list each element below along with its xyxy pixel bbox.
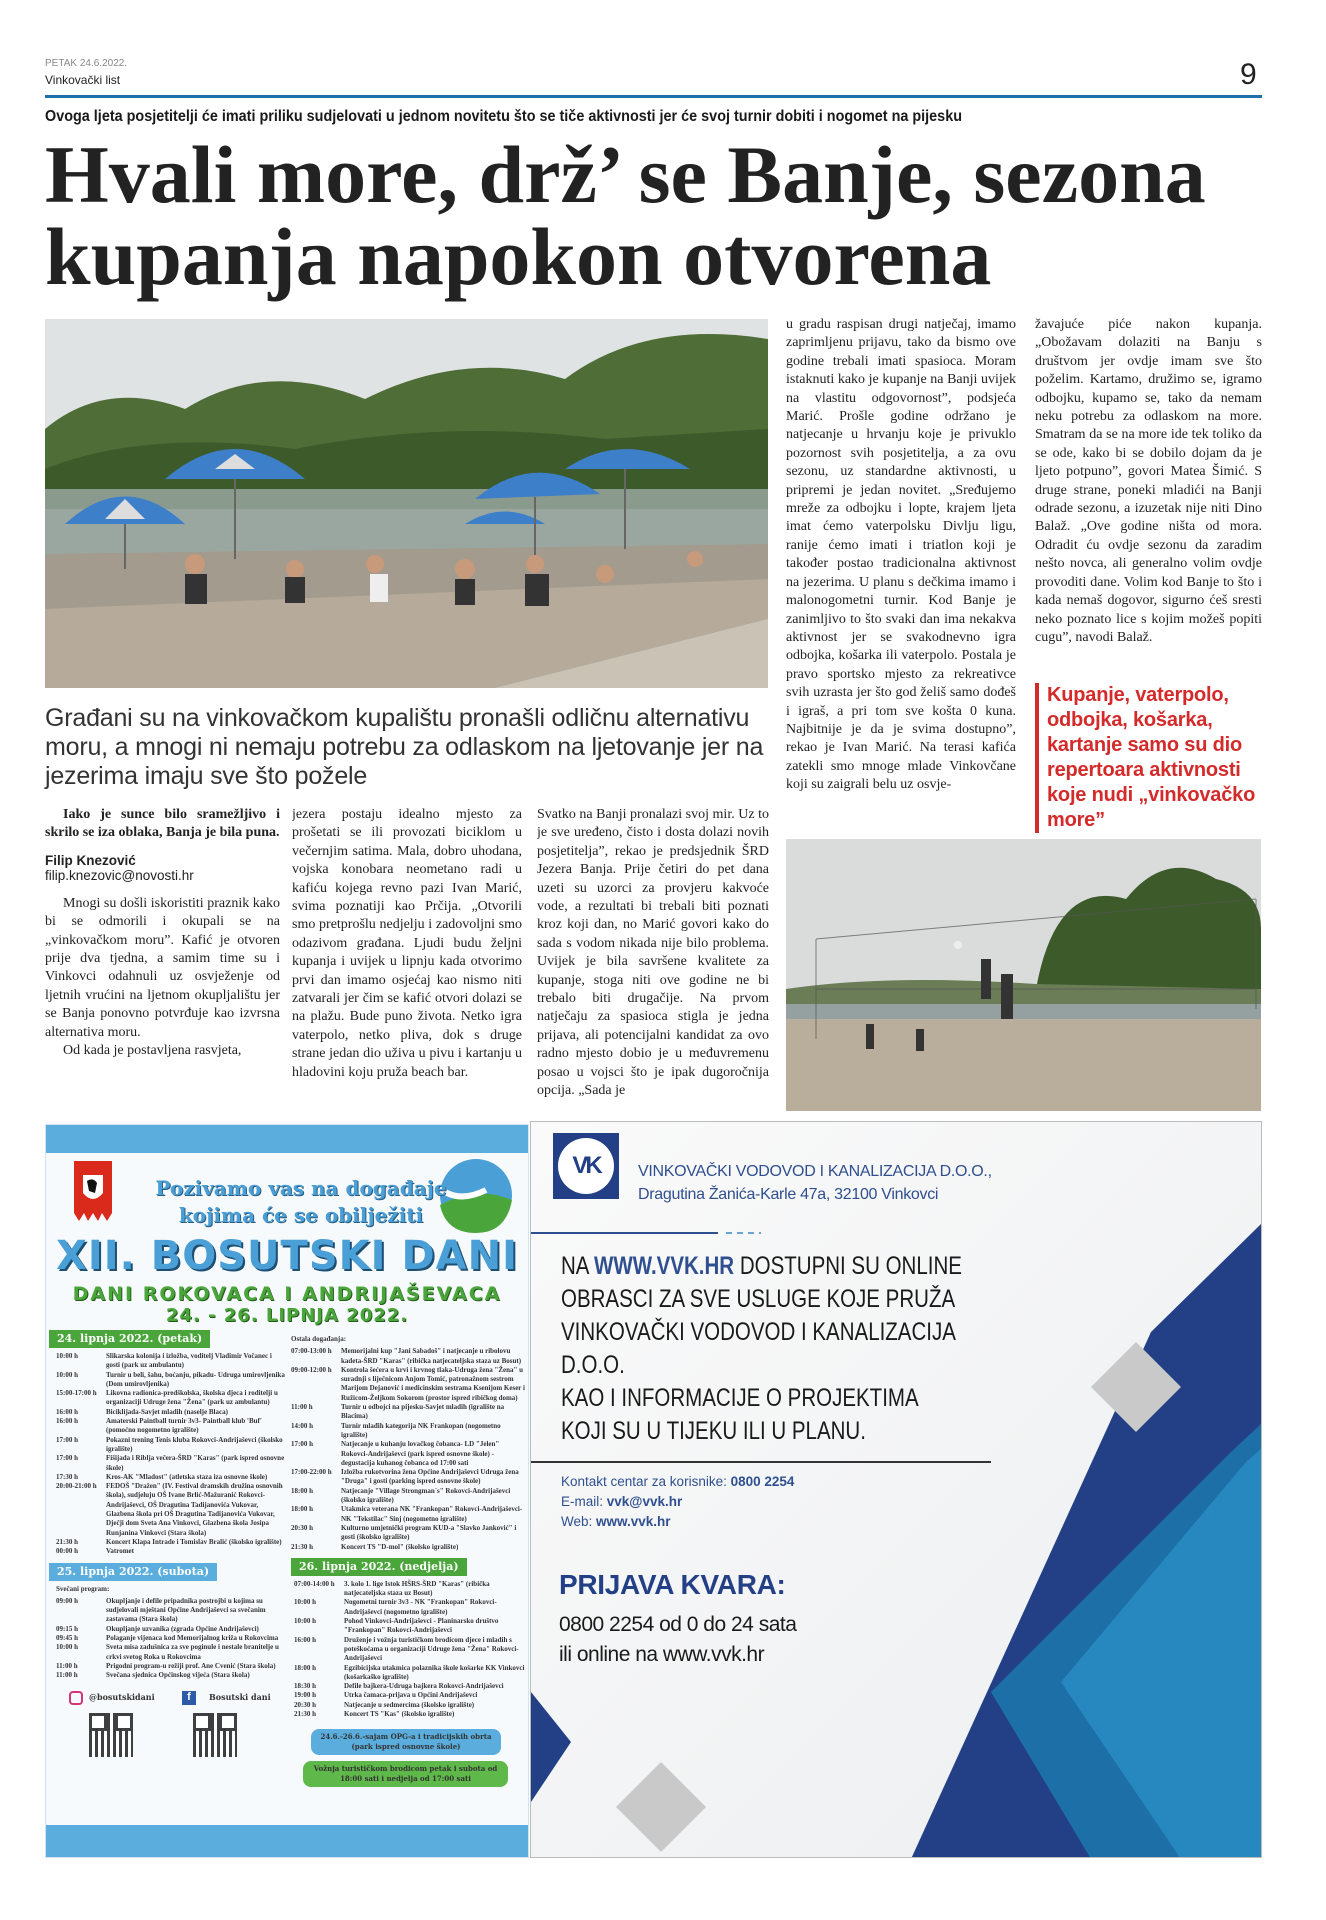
- schedule-event: Pohod Vinkovci-Andrijaševci - Planinarsko društvo "Frankopan" Rokovci-Andrijaševci: [344, 1617, 499, 1635]
- schedule-row: [291, 1347, 526, 1366]
- schedule-time: 10:00 h: [294, 1617, 316, 1626]
- schedule-event: Egzibicijska utakmica polaznika škole košarke KK Vinkovci (košarkaško igralište): [344, 1663, 525, 1681]
- paragraph: Svatko na Banji pronalazi svoj mir. Uz to je sve uređeno, čisto i dosta dolazi novih posjetitelja”, rekao je predsjednik ŠRD Jezera Banja. Prije četiri do pet dana uzeti su uzorci za provjeru kakvoće vode, a rezultati bi trebali biti poznati kroz koji dan, no Marić govori kako do sada s vodom nikada nije bilo problema. Uvijek je bila savršene kvalitete za kupanje, stoga niti ove godine ne bi trebalo biti drugačije. Na prvom natječaju za spasioca stigla je jedna prijava, ali potencijalni kandidat za ovo radno mjesto dobio je u međuvremenu posao u vojsci što je ipak dugoročnija opcija. „Sada je: [537, 807, 769, 1099]
- schedule-event: Amaterski Paintball turnir 3v3- Paintball klub 'Buf' (pomoćno nogometno igralište): [106, 1417, 262, 1435]
- event-title: XII. BOSUTSKI DANI: [56, 1233, 518, 1279]
- schedule-time: 20:00-21:00 h: [56, 1482, 97, 1491]
- schedule-event: Nogometni turnir 3v3 - NK "Frankopan" Rokovci-Andrijaševci (nogometno igralište): [344, 1598, 497, 1616]
- facebook-icon[interactable]: f: [182, 1691, 196, 1705]
- message-text-2: KAO I INFORMACIJE O PROJEKTIMA KOJI SU U TIJEKU ILI U PLANU.: [561, 1384, 918, 1445]
- boat-banner: Vožnja turističkom brodicom petak i subota od 18:00 sati i nedjelja od 17:00 sati: [303, 1761, 508, 1787]
- schedule-row: [291, 1487, 526, 1506]
- message-text: NA: [561, 1252, 595, 1280]
- instagram-qr-code[interactable]: [89, 1713, 133, 1757]
- schedule-time: 00:00 h: [56, 1547, 78, 1556]
- schedule-row: [291, 1505, 526, 1524]
- schedule-time: 11:00 h: [56, 1671, 78, 1680]
- schedule-event: Polaganje vijenaca kod Memorijalnog križa u Rokovcima: [106, 1634, 279, 1643]
- facebook-qr-code[interactable]: [193, 1713, 237, 1757]
- schedule-time: 09:00 h: [56, 1596, 78, 1605]
- schedule-time: 20:30 h: [291, 1523, 313, 1532]
- schedule-event: Turnir mlađih kategorija NK Frankopan (nogometno igralište): [341, 1421, 501, 1439]
- article-kicker: Ovoga ljeta posjetitelji će imati priliku sudjelovati u jednom novitetu što se tiče aktivnosti jer će svoj turnir dobiti i nogomet na pijesku: [45, 108, 963, 125]
- schedule-time: 16:00 h: [294, 1635, 316, 1644]
- ad-top-band: [46, 1125, 528, 1153]
- schedule-row: [56, 1482, 287, 1538]
- schedule-row: [291, 1468, 526, 1487]
- facebook-page[interactable]: Bosutski dani: [209, 1691, 271, 1702]
- schedule-row: [294, 1691, 526, 1700]
- schedule-event: Okupljanje i defile pripadnika postrojbi u kojima su sudjelovali mještani Općine Andrijaševci sa svečanim zastavama (Stara škola): [106, 1596, 266, 1624]
- schedule-event: Koncert Klapa Intrade i Tomislav Bralić (školsko igralište): [106, 1537, 282, 1546]
- schedule-time: 09:00-12:00 h: [291, 1365, 332, 1374]
- schedule-time: 18:00 h: [294, 1663, 316, 1672]
- schedule-event: 3. kolo 1. lige Istok HŠRS-ŠRD "Karas" (ribička natjecateljska staza uz Bosut): [344, 1579, 490, 1598]
- schedule-time: 19:00 h: [294, 1691, 316, 1700]
- schedule-time: 18:00 h: [291, 1505, 313, 1514]
- ad-main-message: [561, 1250, 963, 1448]
- schedule-event: Kontrola šećera u krvi i krvnog tlaka-Udruga žena "Žena" u suradnji s liječnicom Anjom Tomić, patronažnom sestrom Marijom Dejanović i medicinskim sestrama Ksenijom Keser i Ružicom-Željkom Sokorom (prostor ispred ribičkog doma): [341, 1365, 525, 1402]
- schedule-event: Likovna radionica-predškolska, školska djeca i roditelji u organizaciji Udruge žena "Žena" (park uz ambulantu): [106, 1389, 278, 1407]
- instagram-handle[interactable]: @bosutskidani: [89, 1691, 155, 1702]
- contact-email[interactable]: vvk@vvk.hr: [606, 1494, 683, 1509]
- fault-report-title: PRIJAVA KVARA:: [559, 1569, 786, 1600]
- schedule-row: [56, 1408, 287, 1417]
- schedule-row: [294, 1664, 526, 1683]
- beach-photo: [45, 319, 768, 688]
- schedule-event: Prigodni program-u režiji prof. Ane Cvenić (Stara škola): [106, 1661, 276, 1670]
- schedule-time: 17:30 h: [56, 1472, 78, 1481]
- article-column-4: [786, 316, 1016, 834]
- schedule-time: 21:30 h: [294, 1709, 316, 1718]
- event-dates: 24. - 26. LIPNJA 2022.: [165, 1305, 409, 1326]
- schedule-row: [294, 1682, 526, 1691]
- schedule-row: [56, 1625, 287, 1634]
- schedule-friday: [49, 1352, 287, 1557]
- schedule-other-events: [291, 1335, 526, 1552]
- schedule-event: Natjecanje u sedmercima (školsko igralište): [344, 1700, 475, 1709]
- article-column-3: [537, 806, 769, 1120]
- schedule-row: [294, 1598, 526, 1617]
- schedule-row: [294, 1617, 526, 1636]
- schedule-event: Biciklijada-Savjet mladih (naselje Blaca): [106, 1407, 228, 1416]
- article-column-5: [1035, 316, 1262, 678]
- newspaper-name: Vinkovački list: [45, 73, 121, 87]
- schedule-row: [56, 1597, 287, 1625]
- bosutski-dani-ad: [45, 1124, 529, 1858]
- schedule-time: 14:00 h: [291, 1421, 313, 1430]
- paragraph: Od kada je postavljena rasvjeta,: [63, 1043, 242, 1059]
- schedule-row: [56, 1473, 287, 1482]
- contact-phone[interactable]: 0800 2254: [730, 1474, 795, 1489]
- schedule-time: 11:00 h: [291, 1403, 313, 1412]
- schedule-row: [56, 1389, 287, 1408]
- schedule-event: Izložba rukotvorina žena Općine Andrijaševci Udruga žena "Druga" i gosti (parking ispred osnovne škole): [341, 1468, 519, 1486]
- schedule-time: 09:45 h: [56, 1634, 78, 1643]
- schedule-row: [56, 1547, 287, 1556]
- schedule-time: 18:00 h: [291, 1486, 313, 1495]
- schedule-row: [294, 1580, 526, 1599]
- schedule-row: [56, 1436, 287, 1455]
- social-links: [49, 1687, 279, 1777]
- company-address: Dragutina Žanića-Karle 47a, 32100 Vinkovci: [638, 1186, 939, 1203]
- schedule-row: [291, 1403, 526, 1422]
- fault-report-online: ili online na www.vvk.hr: [559, 1643, 765, 1666]
- schedule-row: [294, 1701, 526, 1710]
- schedule-row: [56, 1643, 287, 1662]
- schedule-time: 21:30 h: [291, 1542, 313, 1551]
- schedule-event: Sveta misa zadušnica za sve poginule i nestale branitelje u crkvi svetog Roka u Rokovcima: [106, 1643, 279, 1661]
- schedule-row: [56, 1671, 287, 1680]
- schedule-event: Fišijada i Riblja večera-ŠRD "Karas" (park ispred osnovne škole): [106, 1454, 285, 1472]
- schedule-time: 10:00 h: [56, 1352, 78, 1360]
- article-subheading: Građani su na vinkovačkom kupalištu pronašli odličnu alternativu moru, a mnogi ni nemaju potrebu za odlaskom na ljetovanje jer na jezerima imaju sve što požele: [45, 704, 764, 790]
- article-lead: Iako je sunce bilo sramežljivo i skrilo se iza oblaka, Banja je bila puna.: [45, 807, 280, 841]
- schedule-time: 16:00 h: [56, 1417, 78, 1426]
- schedule-event: Kros-AK "Mladost" (atletska staza iza osnovne škole): [106, 1472, 268, 1481]
- schedule-time: 07:00-14:00 h: [294, 1579, 335, 1588]
- schedule-row: [56, 1371, 287, 1390]
- day-header-friday: 24. lipnja 2022. (petak): [49, 1330, 210, 1348]
- schedule-time: 07:00-13:00 h: [291, 1347, 332, 1356]
- schedule-event: Natjecanje "Village Strongman´s" Rokovci-Andrijaševci (školsko igralište): [341, 1486, 511, 1505]
- article-column-2: [292, 806, 522, 1120]
- schedule-event: Defile bajkera-Udruga bajkera Rokovci-Andrijaševci: [344, 1682, 504, 1691]
- schedule-time: 09:15 h: [56, 1624, 78, 1633]
- schedule-row: [294, 1710, 526, 1719]
- event-subtitle: DANI ROKOVACA I ANDRIJAŠEVACA: [72, 1283, 502, 1305]
- schedule-row: [291, 1524, 526, 1543]
- schedule-row: [291, 1422, 526, 1441]
- contact-info: [561, 1472, 794, 1532]
- schedule-right-column: [291, 1335, 526, 1789]
- schedule-time: 10:00 h: [56, 1643, 78, 1652]
- schedule-time: 15:00-17:00 h: [56, 1389, 97, 1398]
- schedule-event: Turnir u odbojci na pijesku-Savjet mladih (igralište na Blacima): [341, 1403, 505, 1421]
- schedule-time: 17:00-22:00 h: [291, 1468, 332, 1477]
- schedule-row: [291, 1440, 526, 1468]
- contact-website[interactable]: www.vvk.hr: [596, 1514, 671, 1529]
- schedule-row: [56, 1634, 287, 1643]
- schedule-event: Okupljanje uzvanika (zgrada Općine Andrijaševci): [106, 1624, 259, 1633]
- ad-invitation: Pozivamo vas na događaje kojima će se obilježiti: [155, 1176, 447, 1227]
- schedule-event: Utrka čamaca-prijava u Općini Andrijaševci: [344, 1691, 478, 1700]
- header-divider: [45, 95, 1262, 98]
- schedule-event: Vatromet: [106, 1547, 134, 1556]
- message-text: DOSTUPNI SU ONLINE OBRASCI ZA SVE USLUGE KOJE PRUŽA VINKOVAČKI VODOVOD I KANALIZACIJA D.O.O.: [561, 1252, 962, 1379]
- paragraph: žavajuće piće nakon kupanja. „Obožavam dolaziti na Banju s društvom jer ovdje imam sve što poželim. Kartamo, družimo se, igramo odbojku, kupamo se, tako da nemam neku potrebu za odlaskom na more. Smatram da se na more ide tek toliko da se ode, kako bi se dobilo dojam da je ljeto potpuno”, govori Matea Šimić. S druge strane, poneki mladići na Banji odrade sezonu, a izuzetak nije niti Dino Balaž. „Ove godine ništa od mora. Odradit ću ovdje sezonu da zaradim nešto novca, ali generalno volim ovdje provoditi dane. Volim kod Banje to što i kada nemaš dogovor, sigurno ćeš sresti neko poznato lice s kojim možeš popiti cugu”, navodi Balaž.: [1035, 317, 1262, 645]
- schedule-row: [56, 1454, 287, 1473]
- schedule-time: 20:30 h: [294, 1700, 316, 1709]
- schedule-sunday: [291, 1580, 526, 1719]
- email-label: E-mail:: [561, 1494, 607, 1509]
- website-link[interactable]: WWW.VVK.HR: [594, 1252, 735, 1280]
- schedule-time: 11:00 h: [56, 1661, 78, 1670]
- schedule-time: 10:00 h: [56, 1370, 78, 1379]
- schedule-row: [56, 1352, 287, 1371]
- article-headline: Hvali more, drž’ se Banje, sezona kupanja napokon otvorena: [45, 129, 1206, 302]
- vvk-ad: [530, 1121, 1262, 1858]
- municipality-crest-icon: [74, 1161, 112, 1233]
- pull-quote: Kupanje, vaterpolo, odbojka, košarka, kartanje samo su dio repertoara aktivnosti koje nudi „vinkovačko more”: [1035, 683, 1267, 833]
- schedule-row: [56, 1662, 287, 1671]
- author-email[interactable]: filip.knezovic@novosti.hr: [45, 867, 194, 883]
- schedule-event: Natjecanje u kuhanju lovačkog čobanca- LD "Jelen" Rokovci-Andrijaševci (park ispred osnovne škole) -degustacija kuhanog čobanca od 17:00 sati: [341, 1440, 500, 1467]
- schedule-time: 17:00 h: [291, 1440, 313, 1449]
- schedule-event: Turnir u beli, šahu, boćanju, pikadu- Udruga umirovljenika (Dom umirovljenika): [106, 1370, 285, 1388]
- issue-date: PETAK 24.6.2022.: [45, 58, 128, 69]
- company-info: [638, 1160, 992, 1206]
- contact-label: Kontakt centar za korisnike:: [561, 1474, 731, 1489]
- schedule-row: [291, 1543, 526, 1552]
- schedule-event: Slikarska kolonija i izložba, voditelj Vladimir Vočanec i gosti (park uz ambulantu): [106, 1352, 272, 1370]
- company-name: VINKOVAČKI VODOVOD I KANALIZACIJA D.O.O.,: [638, 1163, 992, 1180]
- schedule-event: Druženje i vožnja turističkom brodicom djece i mladih s poteškoćama u organizaciji Udruge žena "Žena" Rokovci-Andrijaševci: [344, 1635, 519, 1663]
- schedule-event: Memorijalni kup "Jani Sabadoš" i natjecanje u ribolovu kadeta-ŠRD "Karas" (ribička natjecateljska staza uz Bosut): [341, 1347, 522, 1365]
- schedule-time: 17:00 h: [56, 1435, 78, 1444]
- schedule-event: Koncert TS "Kas" (školsko igralište): [344, 1709, 455, 1718]
- schedule-label: Ostala događanja:: [291, 1335, 347, 1343]
- paragraph: u gradu raspisan drugi natječaj, imamo zaprimljenu prijavu, tako da bismo ove godine trebali imati spasioca. Moram istaknuti kako je kupanje na Banji uvijek na vlastitu odgovornost”, podsjeća Marić. Prošle godine održano je natjecanje u hrvanju koje je privuklo pozornost svih posjetitelja, a za ovu sezonu, uz standardne aktivnosti, u pripremi je jedan novitet. „Sređujemo mreže za odbojku i lopte, krajem ljeta imat ćemo vaterpolsku Divlju ligu, ranije ćemo imati i triatlon koji je također postao tradicionalna aktivnost na jezerima. U planu s dečkima imamo i malonogometni turnir. Kod Banje je zanimljivo to što svaki dan ima nekakva aktivnost jer se svakodnevno igra odbojka, košarka ili vaterpolo. Postala je pravo sportsko mjesto za rekreativce svih uzrasta jer što god želiš samo dođeš i igraš, a pri tom sve košta 0 kuna. Najbitnije je da je svima dostupno”, rekao je Ivan Marić. Na terasi kafića zatekli smo mnoge mlade Vinkovčane koji su zaigrali belu uz osvje-: [786, 317, 1016, 793]
- schedule-row: [291, 1366, 526, 1403]
- schedule-event: Pokazni trening Tenis kluba Rokovci-Andrijaševci (školsko igralište): [106, 1435, 283, 1453]
- schedule-event: Koncert TS "D-mol" (školsko igralište): [341, 1542, 459, 1551]
- day-header-saturday: 25. lipnja 2022. (subota): [49, 1563, 217, 1581]
- author-name: Filip Knezović: [45, 852, 136, 868]
- schedule-time: 18:30 h: [294, 1682, 316, 1691]
- fault-report-info: [559, 1610, 796, 1670]
- paragraph: jezera postaju idealno mjesto za prošetati se ili provozati biciklom u večernjim satima. Mala, dobro uhodana, vojska konobara neometano radi u kafiću kojega revno pazi Ivan Marić, svima poznatiji kao Prčija. „Otvorili smo pretprošlu nedjelju i zadovoljni smo odazivom građana. Ljudi budu željni kupanja i uvijek u lipnju kada otvorimo prvi dan imamo osjećaj kao nismo niti zatvarali jer čim se kafić otvori dolazi se na plažu. Bude puno života. Netko igra vaterpolo, netko pliva, dok s druge strane jedan dio uživa u pivu i kartanju u hladovini koju pruža beach bar.: [292, 807, 522, 1080]
- schedule-time: 17:00 h: [56, 1454, 78, 1463]
- schedule-label: Svečani program:: [56, 1584, 110, 1593]
- schedule-time: 21:30 h: [56, 1537, 78, 1546]
- schedule-event: Utakmica veterana NK "Frankopan" Rokovci-Andrijaševci- NK "Tekstilac" Sinj (nogometno igralište): [341, 1505, 523, 1523]
- schedule-time: 10:00 h: [294, 1598, 316, 1607]
- schedule-event: FEDOŠ "Dražen" (IV. Festival dramskih družina osnovnih škola), sudjeluju OŠ Ivane Brlić-Mažuranić Rokovci-Andrijaševci, OŠ Dragutina Tadijanovića Vukovar, Glazbena škola pri OŠ Dragutina Tadijanovića Vukovar, Dječji dom Sveta Ana Vinkovci, Glazbena škola Josipa Runjanina Vinkovci (Stara škola): [106, 1482, 283, 1537]
- instagram-icon[interactable]: [69, 1691, 83, 1705]
- schedule-row: [56, 1417, 287, 1436]
- schedule-row: [294, 1636, 526, 1664]
- fair-banner: 24.6.-26.6.-sajam OPG-a i tradicijskih obrta (park ispred osnovne škole): [311, 1729, 501, 1755]
- schedule-event: Svečana sjednica Općinskog vijeća (Stara škola): [106, 1671, 250, 1680]
- paragraph: Mnogi su došli iskoristiti praznik kako bi se odmorili i okupali se na „vinkovačkom moru”. Kafić je otvoren prije dva tjedna, a samim time su i Vinkovci odahnuli uz osvježenje od ljetnih vrućini na ljetnom okupljalištu jer se Banja ponovno potvrđuje kao izvrsna alternativa moru.: [45, 895, 280, 1040]
- schedule-time: 16:00 h: [56, 1407, 78, 1416]
- article-column-1: [45, 806, 280, 1120]
- schedule-saturday: [49, 1585, 287, 1681]
- schedule-left-column: [49, 1330, 287, 1777]
- schedule-row: [56, 1538, 287, 1547]
- vvk-logo-icon: VK: [553, 1133, 619, 1199]
- ad-bottom-band: [46, 1825, 528, 1858]
- day-header-sunday: 26. lipnja 2022. (nedjelja): [291, 1558, 467, 1576]
- fault-report-phone: 0800 2254 od 0 do 24 sata: [559, 1613, 797, 1636]
- schedule-event: Kulturno umjetnički program KUD-a "Slavko Janković" i gosti (školsko igralište): [341, 1523, 517, 1542]
- web-label: Web:: [561, 1514, 597, 1529]
- volleyball-photo: [786, 839, 1261, 1111]
- page-number: 9: [1240, 58, 1257, 91]
